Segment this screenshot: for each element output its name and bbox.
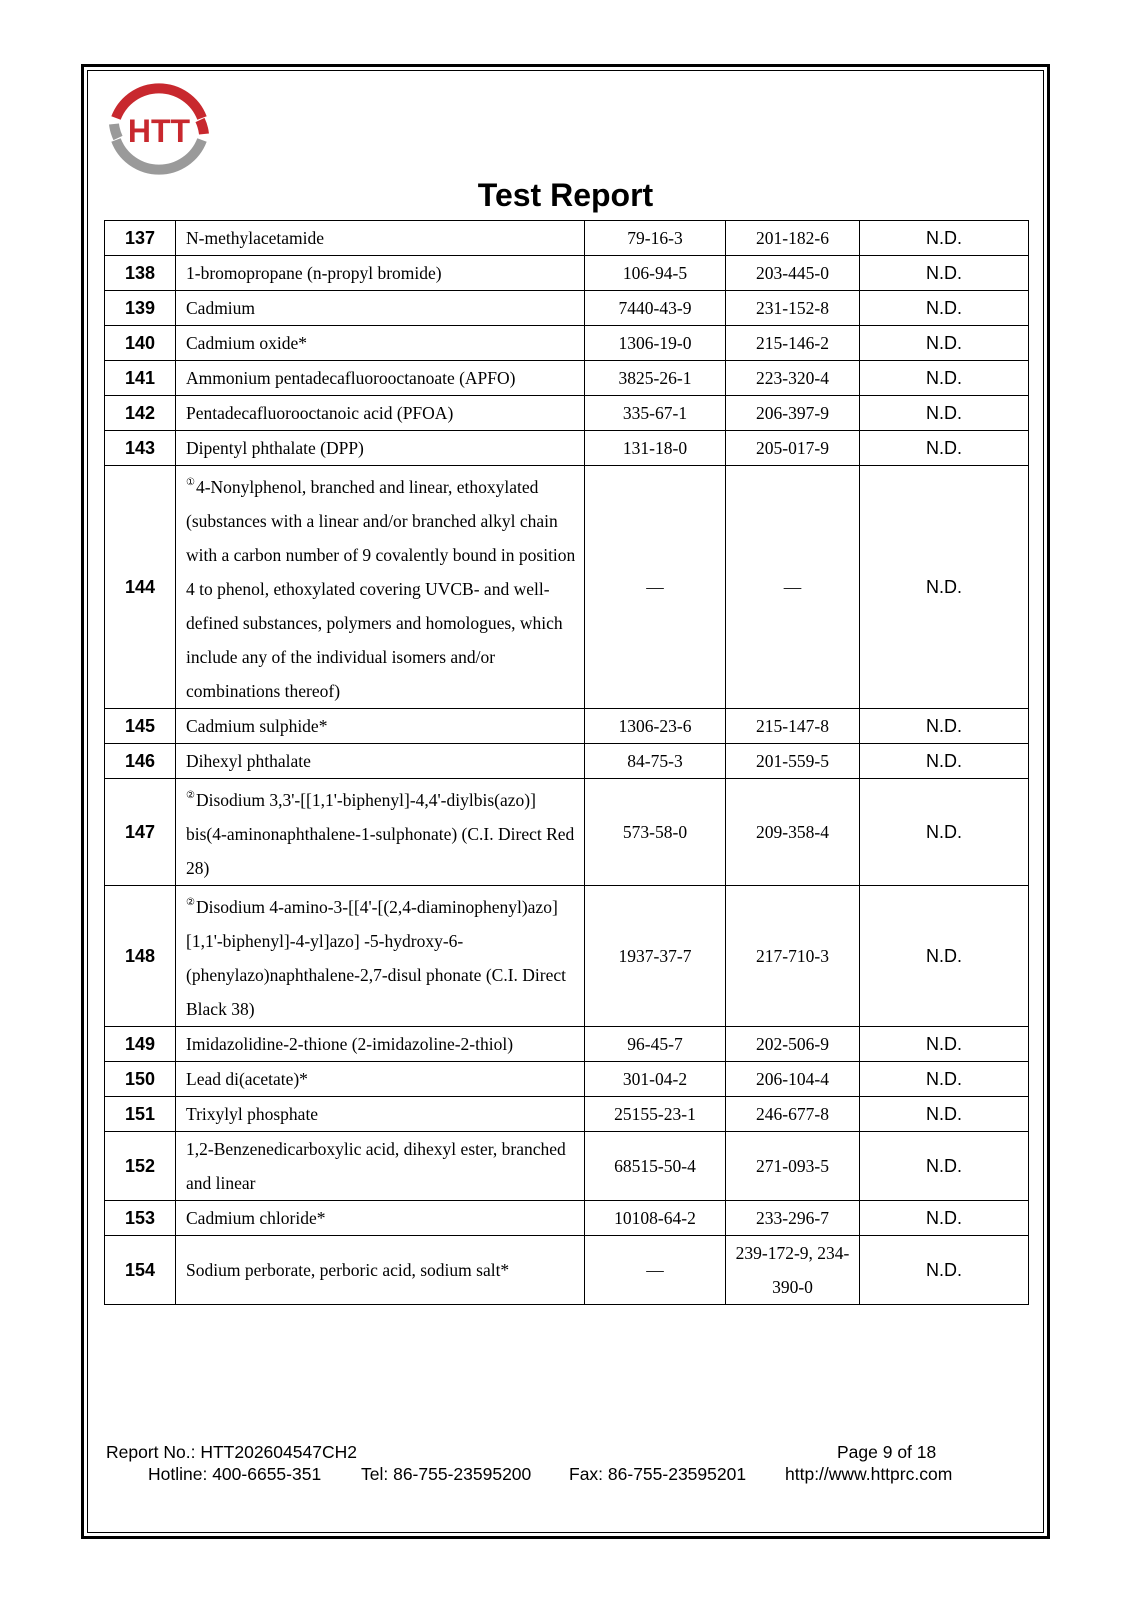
test-result-text: N.D. [926, 1259, 962, 1280]
table-row [105, 779, 1029, 886]
ec-number [726, 779, 860, 886]
cas-number-text: 1306-23-6 [618, 716, 692, 736]
cas-number [585, 256, 726, 291]
table-row [105, 1132, 1029, 1201]
telephone: Tel: 86-755-23595200 [361, 1464, 532, 1484]
ec-number-text: 206-397-9 [756, 403, 829, 423]
ec-number [726, 361, 860, 396]
item-number-text: 149 [124, 1033, 156, 1054]
page-title: Test Report [477, 177, 654, 213]
ec-number [726, 431, 860, 466]
item-number-text: 146 [124, 750, 156, 771]
item-number [105, 1201, 176, 1236]
test-result-text: N.D. [926, 1207, 962, 1228]
ec-number [726, 1201, 860, 1236]
test-result [860, 466, 1029, 709]
cas-number-text: — [646, 577, 664, 597]
substance-table [104, 220, 1029, 1305]
cas-number [585, 1236, 726, 1305]
ec-number [726, 396, 860, 431]
item-number [105, 709, 176, 744]
substance-name-text: Disodium 3,3'-[[1,1'-biphenyl]-4,4'-diylbis(azo)] bis(4-aminonaphthalene-1-sulphonate) (C.I. Direct Red 28) [186, 790, 575, 878]
item-number-text: 154 [124, 1259, 156, 1280]
ec-number [726, 1062, 860, 1097]
substance-name [176, 1027, 585, 1062]
substance-name [176, 256, 585, 291]
ec-number-text: 206-104-4 [756, 1069, 829, 1089]
cas-number [585, 431, 726, 466]
test-result-text: N.D. [926, 402, 962, 423]
test-result-text: N.D. [926, 945, 962, 966]
item-number [105, 744, 176, 779]
table-row [105, 431, 1029, 466]
table-row [105, 1201, 1029, 1236]
fax: Fax: 86-755-23595201 [569, 1464, 747, 1484]
substance-name-text: Sodium perborate, perboric acid, sodium salt* [186, 1260, 510, 1280]
item-number [105, 1097, 176, 1132]
item-number-text: 145 [124, 715, 156, 736]
footnote-marker: ① [186, 477, 195, 488]
cas-number-text: 84-75-3 [627, 751, 683, 771]
cas-number [585, 291, 726, 326]
ec-number-text: 217-710-3 [756, 946, 829, 966]
test-result-text: N.D. [926, 297, 962, 318]
item-number-text: 141 [124, 367, 156, 388]
ec-number [726, 291, 860, 326]
ec-number-text: 201-559-5 [756, 751, 829, 771]
test-result [860, 744, 1029, 779]
test-result [860, 1132, 1029, 1201]
table-row [105, 744, 1029, 779]
item-number [105, 361, 176, 396]
item-number [105, 466, 176, 709]
item-number [105, 291, 176, 326]
cas-number-text: 1306-19-0 [618, 333, 692, 353]
ec-number-text: 223-320-4 [756, 368, 829, 388]
substance-name-text: 4-Nonylphenol, branched and linear, ethoxylated (substances with a linear and/or branched alkyl chain with a carbon number of 9 covalently bound in position 4 to phenol, ethoxylated covering UVCB- and well-defined substances, polymers and homologues, which include any of the individual isomers and/or combinations thereof) [186, 477, 576, 701]
table-row [105, 1236, 1029, 1305]
ec-number-text: — [783, 577, 802, 597]
ec-number [726, 326, 860, 361]
cas-number [585, 1062, 726, 1097]
cas-number [585, 886, 726, 1027]
substance-name [176, 709, 585, 744]
footnote-marker: ② [186, 897, 195, 908]
item-number-text: 138 [124, 262, 156, 283]
test-result-text: N.D. [926, 1033, 962, 1054]
item-number [105, 779, 176, 886]
substance-name-text: 1-bromopropane (n-propyl bromide) [186, 263, 442, 283]
cas-number [585, 1097, 726, 1132]
substance-name-text: Cadmium [186, 298, 256, 318]
ec-number-text: 231-152-8 [756, 298, 829, 318]
substance-name-text: N-methylacetamide [186, 228, 324, 248]
test-result-text: N.D. [926, 576, 962, 597]
ec-number-text: 202-506-9 [756, 1034, 829, 1054]
test-result [860, 886, 1029, 1027]
substance-name-text: Cadmium chloride* [186, 1208, 326, 1228]
website-link[interactable]: http://www.httprc.com [785, 1464, 953, 1484]
test-result-text: N.D. [926, 1103, 962, 1124]
ec-number-text: 205-017-9 [756, 438, 829, 458]
item-number-text: 151 [124, 1103, 156, 1124]
test-result [860, 1027, 1029, 1062]
cas-number [585, 744, 726, 779]
cas-number-text: 131-18-0 [622, 438, 688, 458]
cas-number [585, 1027, 726, 1062]
table-row [105, 466, 1029, 709]
ec-number [726, 256, 860, 291]
ec-number-text: 209-358-4 [756, 822, 829, 842]
cas-number-text: 79-16-3 [627, 228, 683, 248]
item-number-text: 142 [124, 402, 156, 423]
substance-name [176, 1097, 585, 1132]
table-row [105, 361, 1029, 396]
item-number [105, 1236, 176, 1305]
substance-name [176, 1201, 585, 1236]
cas-number [585, 221, 726, 256]
cas-number-text: — [646, 1260, 664, 1280]
item-number-text: 140 [124, 332, 156, 353]
item-number-text: 137 [124, 227, 156, 248]
item-number-text: 147 [124, 821, 156, 842]
ec-number [726, 1097, 860, 1132]
substance-name-text: Imidazolidine-2-thione (2-imidazoline-2-thiol) [186, 1034, 514, 1054]
substance-name-text: Cadmium sulphide* [186, 716, 328, 736]
item-number-text: 148 [124, 945, 156, 966]
table-row [105, 326, 1029, 361]
ec-number [726, 221, 860, 256]
item-number [105, 886, 176, 1027]
ec-number-text: 201-182-6 [756, 228, 829, 248]
substance-name-text: Pentadecafluorooctanoic acid (PFOA) [186, 403, 454, 423]
test-result [860, 1097, 1029, 1132]
cas-number-text: 106-94-5 [622, 263, 688, 283]
ec-number [726, 1132, 860, 1201]
table-row [105, 886, 1029, 1027]
ec-number [726, 1027, 860, 1062]
test-result-text: N.D. [926, 227, 962, 248]
substance-name [176, 779, 585, 886]
substance-name-text: Ammonium pentadecafluorooctanoate (APFO) [186, 368, 516, 388]
test-result [860, 291, 1029, 326]
cas-number-text: 68515-50-4 [614, 1156, 696, 1176]
test-result-text: N.D. [926, 821, 962, 842]
test-result [860, 779, 1029, 886]
item-number [105, 1062, 176, 1097]
substance-name [176, 886, 585, 1027]
item-number-text: 150 [124, 1068, 156, 1089]
table-row [105, 291, 1029, 326]
item-number-text: 143 [124, 437, 156, 458]
item-number [105, 256, 176, 291]
footnote-marker: ② [186, 790, 195, 801]
test-result-text: N.D. [926, 262, 962, 283]
cas-number-text: 301-04-2 [622, 1069, 688, 1089]
cas-number [585, 361, 726, 396]
cas-number [585, 466, 726, 709]
test-result-text: N.D. [926, 332, 962, 353]
test-result [860, 1062, 1029, 1097]
substance-name [176, 396, 585, 431]
table-row [105, 1062, 1029, 1097]
table-row [105, 1097, 1029, 1132]
ec-number-text: 246-677-8 [756, 1104, 829, 1124]
item-number [105, 431, 176, 466]
substance-name [176, 1236, 585, 1305]
substance-name [176, 466, 585, 709]
svg-text:HTT: HTT [127, 113, 191, 149]
table-row [105, 221, 1029, 256]
substance-name-text: Cadmium oxide* [186, 333, 308, 353]
cas-number-text: 10108-64-2 [614, 1208, 696, 1228]
substance-name [176, 221, 585, 256]
ec-number [726, 1236, 860, 1305]
test-result-text: N.D. [926, 1155, 962, 1176]
test-result [860, 1201, 1029, 1236]
item-number [105, 1027, 176, 1062]
test-result-text: N.D. [926, 1068, 962, 1089]
item-number-text: 144 [124, 576, 156, 597]
cas-number-text: 573-58-0 [622, 822, 688, 842]
ec-number-text: 271-093-5 [756, 1156, 829, 1176]
substance-name-text: Lead di(acetate)* [186, 1069, 308, 1089]
cas-number-text: 25155-23-1 [614, 1104, 696, 1124]
report-number: Report No.: HTT202604547CH2 [106, 1442, 357, 1462]
cas-number [585, 1201, 726, 1236]
ec-number-text: 203-445-0 [756, 263, 829, 283]
cas-number [585, 779, 726, 886]
substance-name [176, 1132, 585, 1201]
ec-number [726, 466, 860, 709]
substance-name [176, 744, 585, 779]
substance-name-text: Dihexyl phthalate [186, 751, 311, 771]
substance-name-text: Disodium 4-amino-3-[[4'-[(2,4-diaminophenyl)azo] [1,1'-biphenyl]-4-yl]azo] -5-hydroxy-6-(phenylazo)naphthalene-2,7-disul phonate (C.I. Direct Black 38) [186, 897, 567, 1019]
hotline: Hotline: 400-6655-351 [148, 1464, 322, 1484]
table-row [105, 396, 1029, 431]
item-number [105, 1132, 176, 1201]
test-result-text: N.D. [926, 437, 962, 458]
cas-number [585, 326, 726, 361]
htt-logo [104, 78, 214, 182]
table-row [105, 709, 1029, 744]
cas-number-text: 3825-26-1 [618, 368, 692, 388]
substance-name [176, 361, 585, 396]
page-number: Page 9 of 18 [837, 1442, 937, 1462]
substance-name [176, 1062, 585, 1097]
cas-number-text: 1937-37-7 [618, 946, 692, 966]
cas-number-text: 335-67-1 [622, 403, 688, 423]
item-number-text: 152 [124, 1155, 156, 1176]
test-result [860, 256, 1029, 291]
ec-number-text: 239-172-9, 234-390-0 [735, 1243, 850, 1297]
ec-number-text: 215-146-2 [756, 333, 829, 353]
test-result [860, 1236, 1029, 1305]
cas-number [585, 1132, 726, 1201]
cas-number-text: 96-45-7 [627, 1034, 683, 1054]
ec-number [726, 886, 860, 1027]
ec-number-text: 233-296-7 [756, 1208, 829, 1228]
cas-number [585, 709, 726, 744]
item-number-text: 139 [124, 297, 156, 318]
test-result [860, 431, 1029, 466]
test-result-text: N.D. [926, 715, 962, 736]
table-row [105, 256, 1029, 291]
substance-name-text: 1,2-Benzenedicarboxylic acid, dihexyl ester, branched and linear [186, 1139, 566, 1193]
test-result [860, 326, 1029, 361]
test-result-text: N.D. [926, 367, 962, 388]
substance-name [176, 431, 585, 466]
ec-number [726, 709, 860, 744]
ec-number-text: 215-147-8 [756, 716, 829, 736]
test-result [860, 396, 1029, 431]
table-row [105, 1027, 1029, 1062]
substance-name-text: Dipentyl phthalate (DPP) [186, 438, 364, 458]
test-result [860, 221, 1029, 256]
substance-name [176, 291, 585, 326]
substance-name [176, 326, 585, 361]
item-number [105, 221, 176, 256]
item-number [105, 396, 176, 431]
substance-name-text: Trixylyl phosphate [186, 1104, 319, 1124]
test-result [860, 709, 1029, 744]
cas-number [585, 396, 726, 431]
item-number-text: 153 [124, 1207, 156, 1228]
cas-number-text: 7440-43-9 [618, 298, 692, 318]
item-number [105, 326, 176, 361]
test-result-text: N.D. [926, 750, 962, 771]
ec-number [726, 744, 860, 779]
test-result [860, 361, 1029, 396]
